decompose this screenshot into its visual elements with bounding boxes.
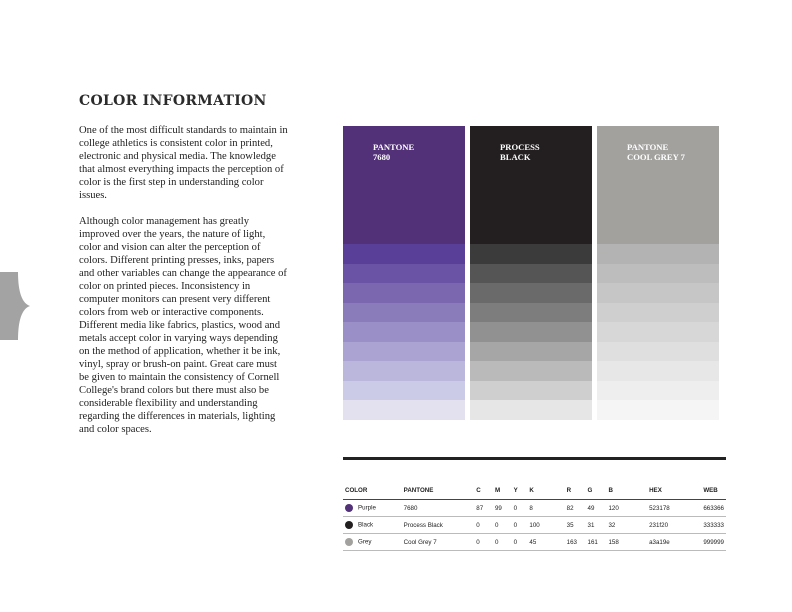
cell-r: 35 bbox=[565, 517, 586, 534]
tint-step bbox=[343, 244, 465, 264]
cell-pantone: 7680 bbox=[402, 500, 475, 517]
color-dot-icon bbox=[345, 504, 353, 512]
tint-step bbox=[597, 322, 719, 342]
color-dot-icon bbox=[345, 538, 353, 546]
swatch-main bbox=[343, 126, 465, 244]
cell-y: 0 bbox=[512, 517, 528, 534]
swatch-main bbox=[597, 126, 719, 244]
cell-g: 31 bbox=[586, 517, 607, 534]
col-header: G bbox=[586, 484, 607, 500]
tint-step bbox=[597, 361, 719, 381]
cell-m: 99 bbox=[493, 500, 512, 517]
cell-web: 999999 bbox=[701, 534, 726, 551]
col-header: R bbox=[565, 484, 586, 500]
cell-m: 0 bbox=[493, 517, 512, 534]
page-title: COLOR INFORMATION bbox=[79, 93, 267, 109]
swatch-purple bbox=[343, 126, 465, 420]
col-header: K bbox=[527, 484, 564, 500]
tint-step bbox=[343, 400, 465, 420]
tint-step bbox=[597, 283, 719, 303]
cell-m: 0 bbox=[493, 534, 512, 551]
tint-step bbox=[597, 264, 719, 284]
swatch-black bbox=[470, 126, 592, 420]
cell-web: 663366 bbox=[701, 500, 726, 517]
cell-b: 158 bbox=[606, 534, 647, 551]
cell-g: 161 bbox=[586, 534, 607, 551]
color-name: Grey bbox=[358, 538, 372, 546]
paragraph: One of the most difficult standards to maintain in college athletics is consistent color in printed, electronic and physical media. The knowledge that almost everything impacts the perception of color is the first step in understanding color issues. bbox=[79, 125, 288, 201]
table-header-row bbox=[343, 484, 726, 500]
color-cell bbox=[343, 534, 402, 551]
body-text bbox=[79, 124, 289, 449]
tint-step bbox=[343, 283, 465, 303]
cell-pantone: Cool Grey 7 bbox=[402, 534, 475, 551]
table-row bbox=[343, 534, 726, 551]
tint-step bbox=[597, 303, 719, 323]
cell-hex: 231f20 bbox=[647, 517, 701, 534]
cell-k: 45 bbox=[527, 534, 564, 551]
swatch-grey bbox=[597, 126, 719, 420]
col-header: WEB bbox=[701, 484, 726, 500]
table-row bbox=[343, 517, 726, 534]
cell-r: 82 bbox=[565, 500, 586, 517]
tint-step bbox=[597, 381, 719, 401]
cell-y: 0 bbox=[512, 534, 528, 551]
cell-c: 0 bbox=[474, 534, 493, 551]
swatch-label: PANTONE 7680 bbox=[373, 142, 415, 162]
tint-step bbox=[470, 381, 592, 401]
col-header: PANTONE bbox=[402, 484, 475, 500]
tint-step bbox=[343, 342, 465, 362]
cell-web: 333333 bbox=[701, 517, 726, 534]
color-cell bbox=[343, 500, 402, 517]
tint-step bbox=[470, 283, 592, 303]
swatch-label: PANTONE COOL GREY 7 bbox=[627, 142, 685, 162]
bracket-icon bbox=[8, 272, 32, 340]
color-name: Black bbox=[358, 521, 374, 529]
col-header: HEX bbox=[647, 484, 701, 500]
tint-step bbox=[343, 381, 465, 401]
tint-step bbox=[343, 303, 465, 323]
color-name: Purple bbox=[358, 504, 376, 512]
tint-step bbox=[343, 322, 465, 342]
cell-pantone: Process Black bbox=[402, 517, 475, 534]
tint-step bbox=[597, 342, 719, 362]
color-spec-table bbox=[343, 484, 726, 551]
col-header: M bbox=[493, 484, 512, 500]
tint-step bbox=[343, 264, 465, 284]
color-dot-icon bbox=[345, 521, 353, 529]
tint-step bbox=[597, 244, 719, 264]
tint-step bbox=[470, 244, 592, 264]
cell-hex: 523178 bbox=[647, 500, 701, 517]
cell-r: 163 bbox=[565, 534, 586, 551]
col-header: Y bbox=[512, 484, 528, 500]
cell-c: 87 bbox=[474, 500, 493, 517]
divider bbox=[343, 457, 726, 460]
table-row bbox=[343, 500, 726, 517]
cell-hex: a3a19e bbox=[647, 534, 701, 551]
paragraph: Although color management has greatly improved over the years, the nature of light, color and vision can alter the perception of colors. Different printing presses, inks, papers and other variables can change the appearance of color on printed pieces. Inconsistency in computer monitors can present very different colors from web or interactive components. Different media like fabrics, plastics, wood and metals accept color in varying ways depending on the method of application, whether it be ink, vinyl, spray or brush-on paint. Great care must be given to maintain the consistency of Cornell College's brand colors but there must also be considerable flexibility and understanding regarding the differences in materials, lighting and color spaces. bbox=[79, 216, 287, 435]
swatch-label: PROCESS BLACK bbox=[500, 142, 540, 162]
col-header: B bbox=[606, 484, 647, 500]
tint-strip bbox=[597, 244, 719, 420]
cell-b: 32 bbox=[606, 517, 647, 534]
cell-k: 100 bbox=[527, 517, 564, 534]
tint-step bbox=[470, 264, 592, 284]
col-header: C bbox=[474, 484, 493, 500]
tint-strip bbox=[343, 244, 465, 420]
tint-step bbox=[470, 322, 592, 342]
tint-step bbox=[470, 361, 592, 381]
tint-strip bbox=[470, 244, 592, 420]
tint-step bbox=[470, 342, 592, 362]
tint-step bbox=[470, 400, 592, 420]
cell-y: 0 bbox=[512, 500, 528, 517]
col-header: COLOR bbox=[343, 484, 402, 500]
cell-k: 8 bbox=[527, 500, 564, 517]
tint-step bbox=[470, 303, 592, 323]
cell-g: 49 bbox=[586, 500, 607, 517]
tint-step bbox=[343, 361, 465, 381]
tint-step bbox=[597, 400, 719, 420]
color-cell bbox=[343, 517, 402, 534]
cell-c: 0 bbox=[474, 517, 493, 534]
cell-b: 120 bbox=[606, 500, 647, 517]
swatch-main bbox=[470, 126, 592, 244]
